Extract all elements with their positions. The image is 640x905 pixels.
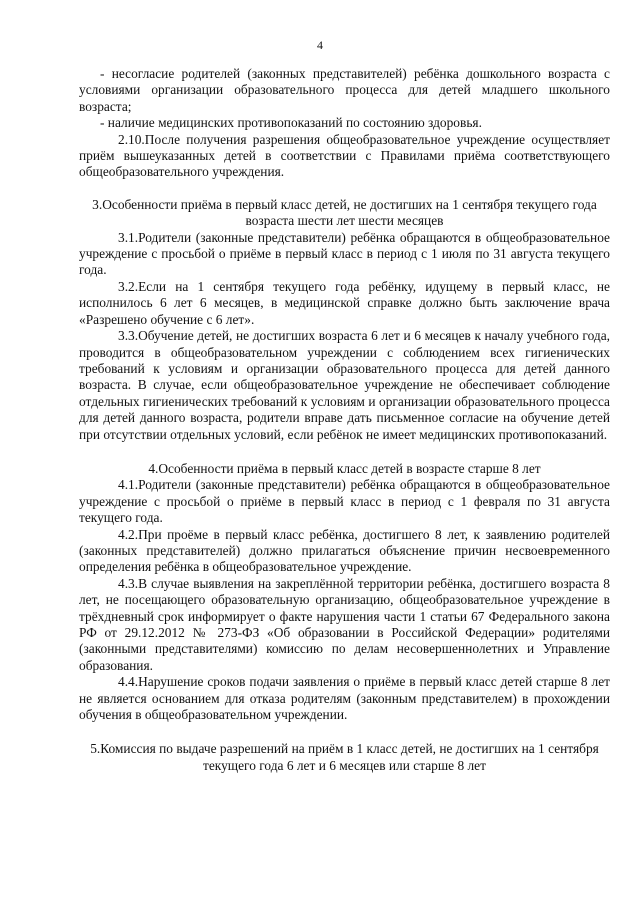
list-item-medical-contraindications: - наличие медицинских противопоказаний по состоянию здоровья.	[100, 115, 482, 131]
section-heading-5: 5.Комиссия по выдаче разрешений на приём в 1 класс детей, не достигших на 1 сентября текущего года 6 лет и 6 месяцев или старше 8 лет	[90, 741, 599, 773]
paragraph-4-2: 4.2.При проёме в первый класс ребёнка, достигшего 8 лет, к заявлению родителей (законных представителей) должно прилагаться объяснение причин несвоевременного определения ребёнка в общеобразовательное учреждение.	[79, 526, 610, 575]
paragraph-3-2: 3.2.Если на 1 сентября текущего года ребёнку, идущему в первый класс, не исполнилось 6 лет 6 месяцев, в медицинской справке должно быть заключение врача «Разрешено обучение с 6 лет».	[79, 278, 610, 327]
document-body	[79, 66, 610, 774]
paragraph-2-10: 2.10.После получения разрешения общеобразовательное учреждение осуществляет приём вышеуказанных детей в соответствии с Правилами приёма соответствующего общеобразовательного учреждения.	[79, 131, 610, 180]
section-heading-4: 4.Особенности приёма в первый класс детей в возрасте старше 8 лет	[148, 460, 541, 476]
list-item-parent-disagreement: - несогласие родителей (законных представителей) ребёнка дошкольного возраста с условиями организации образовательного процесса для детей младшего школьного возраста;	[79, 66, 610, 114]
section-heading-3: 3.Особенности приёма в первый класс детей, не достигших на 1 сентября текущего года возраста шести лет шести месяцев	[92, 196, 597, 229]
paragraph-4-1: 4.1.Родители (законные представители) ребёнка обращаются в общеобразовательное учреждение с просьбой о приёме в первый класс в период с 1 февраля по 31 августа текущего года.	[79, 477, 610, 526]
paragraph-3-1: 3.1.Родители (законные представители) ребёнка обращаются в общеобразовательное учреждение с просьбой о приёме в первый класс в период с 1 июля по 31 августа текущего года.	[79, 229, 610, 278]
page-number: 4	[317, 38, 323, 52]
paragraph-4-4: 4.4.Нарушение сроков подачи заявления о приёме в первый класс детей старше 8 лет не является основанием для отказа родителям (законным представителем) в прохождении обучения в общеобразовательном учреждении.	[79, 674, 610, 723]
paragraph-3-3: 3.3.Обучение детей, не достигших возраста 6 лет и 6 месяцев к началу учебного года, проводится в общеобразовательном учреждении с соблюдением всех гигиенических требований к условиям и организации образовательного процесса для детей данного возраста. В случае, если общеобразовательное учреждение не обеспечивает соблюдение отдельных гигиенических требований к условиям и организации образовательного процесса для детей данного возраста, родители вправе дать письменное согласие на обучение детей при отсутствии отдельных условий, если ребёнок не имеет медицинских противопоказаний.	[79, 328, 610, 442]
paragraph-4-3: 4.3.В случае выявления на закреплённой территории ребёнка, достигшего возраста 8 лет, не посещающего образовательную организацию, общеобразовательное учреждение в трёхдневный срок информирует о факте нарушения части 1 статьи 67 Федерального закона РФ от 29.12.2012 № 273-ФЗ «Об образовании в Российской Федерации» родителями (законными представителями) комиссию по делам несовершеннолетних и Управление образования.	[79, 575, 610, 673]
